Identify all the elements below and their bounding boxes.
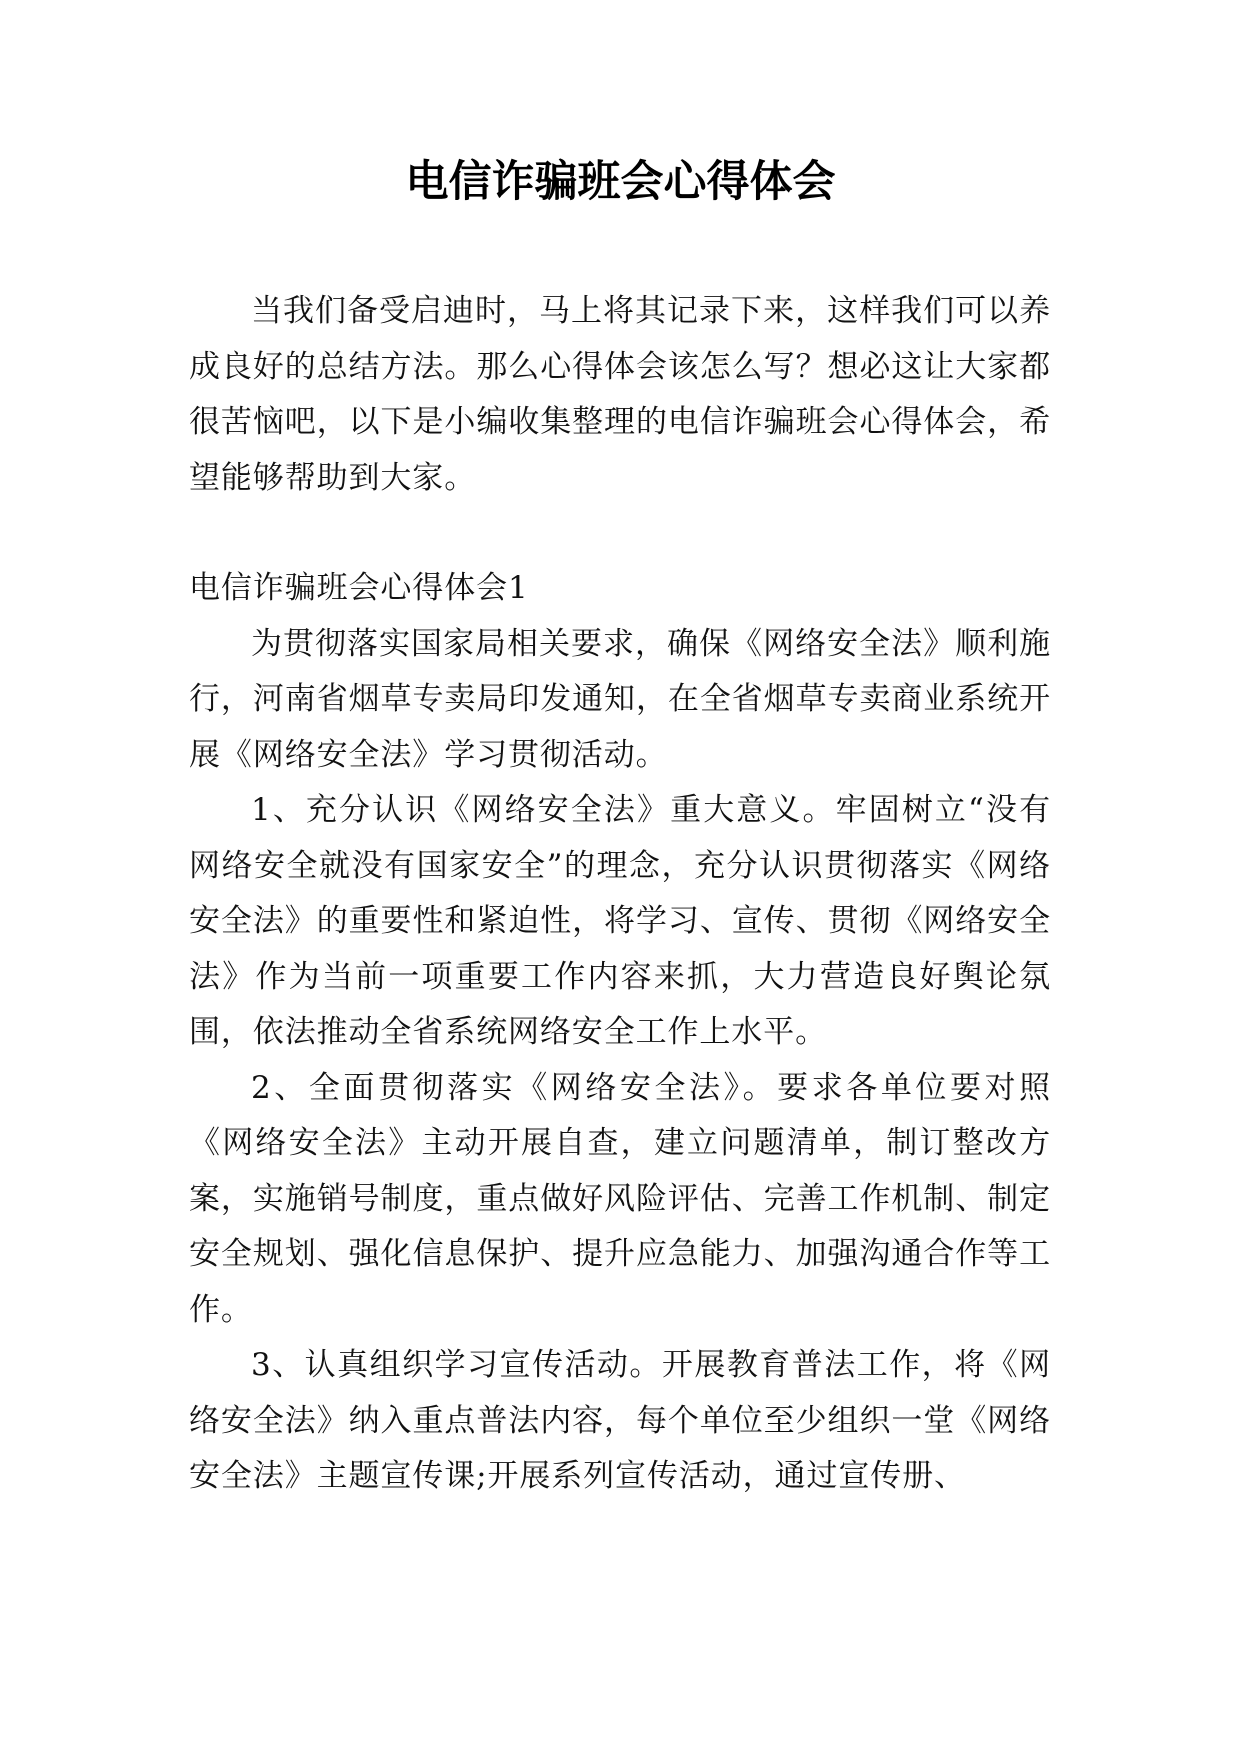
body-paragraph: 2、全面贯彻落实《网络安全法》。要求各单位要对照《网络安全法》主动开展自查，建立问题清单，制订整改方案，实施销号制度，重点做好风险评估、完善工作机制、制定安全规划、强化信息保护、提升应急能力、加强沟通合作等工作。 (189, 1069, 1051, 1328)
intro-paragraph: 当我们备受启迪时，马上将其记录下来，这样我们可以养成良好的总结方法。那么心得体会该怎么写？想必这让大家都很苦恼吧，以下是小编收集整理的电信诈骗班会心得体会，希望能够帮助到大家。 (189, 293, 1051, 496)
document-title: 电信诈骗班会心得体会 (405, 157, 836, 207)
body-paragraph: 为贯彻落实国家局相关要求，确保《网络安全法》顺利施行，河南省烟草专卖局印发通知，在全省烟草专卖商业系统开展《网络安全法》学习贯彻活动。 (189, 625, 1051, 773)
body-paragraph: 1、充分认识《网络安全法》重大意义。牢固树立“没有网络安全就没有国家安全”的理念，充分认识贯彻落实《网络安全法》的重要性和紧迫性，将学习、宣传、贯彻《网络安全法》作为当前一项重要工作内容来抓，大力营造良好舆论氛围，依法推动全省系统网络安全工作上水平。 (189, 792, 1051, 1050)
document-body (189, 284, 1051, 1505)
section-heading: 电信诈骗班会心得体会1 (189, 570, 529, 606)
body-paragraph: 3、认真组织学习宣传活动。开展教育普法工作，将《网络安全法》纳入重点普法内容，每个单位至少组织一堂《网络安全法》主题宣传课;开展系列宣传活动，通过宣传册、 (189, 1347, 1051, 1494)
